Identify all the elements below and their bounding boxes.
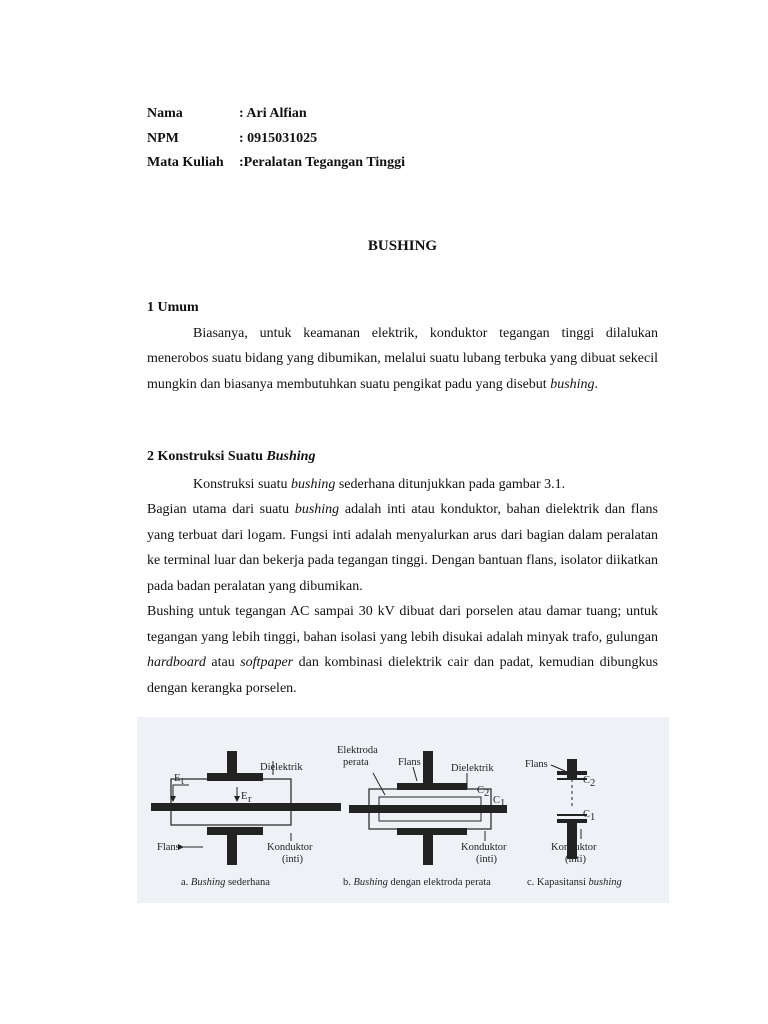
a-inti-label: (inti) bbox=[282, 854, 303, 865]
section-1-text: Biasanya, untuk keamanan elektrik, konduktor tegangan tinggi dilalukan menerobos suatu bidang yang dibumikan, melalui suatu lubang terbuka yang dibuat sekecil mungkin dan biasanya membutuhkan suatu pengikat padu yang disebut bbox=[147, 325, 658, 392]
a-stem-bottom bbox=[227, 835, 237, 865]
nama-label: Nama bbox=[147, 106, 183, 121]
c-caption-italic: bushing bbox=[588, 877, 622, 888]
npm-value: : 0915031025 bbox=[239, 130, 318, 146]
c-konduktor-label: Konduktor bbox=[551, 842, 597, 853]
section-umum bbox=[147, 295, 658, 397]
b-caption bbox=[343, 877, 491, 888]
info-row-npm bbox=[147, 127, 405, 152]
diagram-a-simple-bushing bbox=[151, 751, 341, 888]
a-caption-italic: Bushing bbox=[190, 877, 226, 888]
section-2-heading-text: 2 Konstruksi Suatu bbox=[147, 449, 267, 464]
c-c2-label: C bbox=[583, 775, 591, 786]
p3-italic-1: hardboard bbox=[147, 655, 206, 670]
a-label-et-sub: t bbox=[181, 776, 184, 787]
a-field-arrow-t bbox=[173, 785, 189, 801]
a-konduktor-label: Konduktor bbox=[267, 842, 313, 853]
c-stem-top bbox=[567, 759, 577, 779]
p3-a: Bushing untuk tegangan AC sampai 30 kV dibuat dari porselen atau damar tuang; untuk tegangan yang lebih tinggi, bahan isolasi yang lebih disukai adalah minyak trafo, gulungan bbox=[147, 604, 658, 645]
mata-kuliah-value: :Peralatan Tegangan Tinggi bbox=[239, 155, 405, 170]
b-stem-top bbox=[423, 751, 433, 783]
p3-c: dan kombinasi dielektrik cair dan padat, kemudian dibungkus dengan kerangka porselen. bbox=[147, 655, 658, 696]
bushing-figure bbox=[137, 717, 669, 903]
c-caption-pre: c. Kapasitansi bbox=[527, 877, 589, 888]
section-1-italic: bushing bbox=[550, 376, 595, 392]
c-flans-leader bbox=[551, 765, 565, 771]
b-konduktor-label: Konduktor bbox=[461, 842, 507, 853]
section-2-paragraph-2 bbox=[147, 497, 658, 599]
a-label-et: E bbox=[174, 773, 181, 784]
section-2-heading bbox=[147, 444, 658, 470]
b-caption-post: dengan elektroda perata bbox=[387, 877, 491, 888]
p3-b: atau bbox=[205, 655, 241, 670]
b-stem-bottom bbox=[423, 835, 433, 865]
b-dielektrik-label: Dielektrik bbox=[451, 763, 494, 774]
c-c1-label: C bbox=[583, 809, 591, 820]
p1-italic: bushing bbox=[291, 476, 336, 492]
b-inti-label: (inti) bbox=[476, 854, 497, 865]
a-stem-top bbox=[227, 751, 237, 773]
p3-italic-2: softpaper bbox=[240, 655, 294, 670]
p1-a: Konstruksi suatu bbox=[193, 476, 291, 492]
a-dielektrik-label: Dielektrik bbox=[260, 762, 303, 773]
mata-kuliah-label: Mata Kuliah bbox=[147, 155, 224, 170]
a-dielectric-body bbox=[171, 779, 291, 825]
a-flans-label: Flans bbox=[157, 842, 180, 853]
diagram-b-graded-bushing bbox=[337, 745, 507, 888]
b-elektroda-label-1: Elektroda bbox=[337, 745, 378, 756]
section-2-heading-italic: Bushing bbox=[266, 449, 316, 464]
a-label-er: E bbox=[241, 791, 248, 802]
p2-italic: bushing bbox=[294, 502, 340, 517]
b-c2-sub: 2 bbox=[484, 788, 490, 799]
b-c1-sub: 1 bbox=[500, 798, 506, 809]
a-conductor bbox=[151, 803, 341, 811]
bushing-diagrams-svg bbox=[137, 717, 669, 903]
a-flange-top bbox=[207, 773, 263, 781]
b-flans-leader bbox=[413, 767, 417, 781]
section-1-end: . bbox=[594, 376, 599, 392]
p1-b: sederhana ditunjukkan pada gambar 3.1. bbox=[335, 476, 566, 492]
c-inti-label: (inti) bbox=[565, 854, 586, 865]
section-1-paragraph bbox=[147, 321, 658, 398]
b-flange-top bbox=[397, 783, 467, 790]
info-row-nama bbox=[147, 102, 405, 127]
document-title: BUSHING bbox=[367, 238, 438, 254]
npm-label: NPM bbox=[147, 130, 179, 146]
a-caption-post: sederhana bbox=[225, 877, 270, 888]
student-info bbox=[147, 102, 405, 176]
p2-a: Bagian utama dari suatu bbox=[147, 502, 295, 517]
p2-b: adalah inti atau konduktor, bahan dielektrik dan flans yang terbuat dari logam. Fungsi inti adalah menyalurkan arus dari bagian dalam peralatan ke terminal luar dan bekerja pada tegangan tinggi. Dengan bantuan flans, isolator diikatkan pada badan peralatan yang dibumikan. bbox=[147, 502, 659, 594]
c-caption bbox=[527, 877, 622, 888]
b-flange-bottom bbox=[397, 828, 467, 835]
a-flange-bottom bbox=[207, 827, 263, 835]
c-flans-label: Flans bbox=[525, 759, 548, 770]
section-2-paragraph-1 bbox=[147, 472, 658, 498]
c-c2-sub: 2 bbox=[590, 778, 596, 789]
b-caption-pre: b. bbox=[343, 877, 354, 888]
a-label-er-sub: r bbox=[248, 794, 252, 805]
nama-value: : Ari Alfian bbox=[239, 106, 307, 121]
b-c2-label: C bbox=[477, 785, 485, 796]
a-caption bbox=[181, 877, 270, 888]
section-konstruksi bbox=[147, 444, 658, 701]
a-caption-pre: a. bbox=[181, 877, 191, 888]
b-flans-label: Flans bbox=[398, 757, 421, 768]
diagram-c-capacitance bbox=[525, 759, 622, 888]
b-elektroda-label-2: perata bbox=[343, 757, 369, 768]
b-conductor bbox=[349, 805, 507, 813]
section-2-paragraph-3 bbox=[147, 599, 658, 701]
info-row-mata-kuliah bbox=[147, 151, 405, 176]
b-elektroda-leader bbox=[373, 773, 385, 795]
c-c1-sub: 1 bbox=[590, 812, 596, 823]
section-1-heading: 1 Umum bbox=[147, 300, 199, 315]
b-caption-italic: Bushing bbox=[353, 877, 388, 888]
b-c1-label: C bbox=[493, 795, 501, 806]
